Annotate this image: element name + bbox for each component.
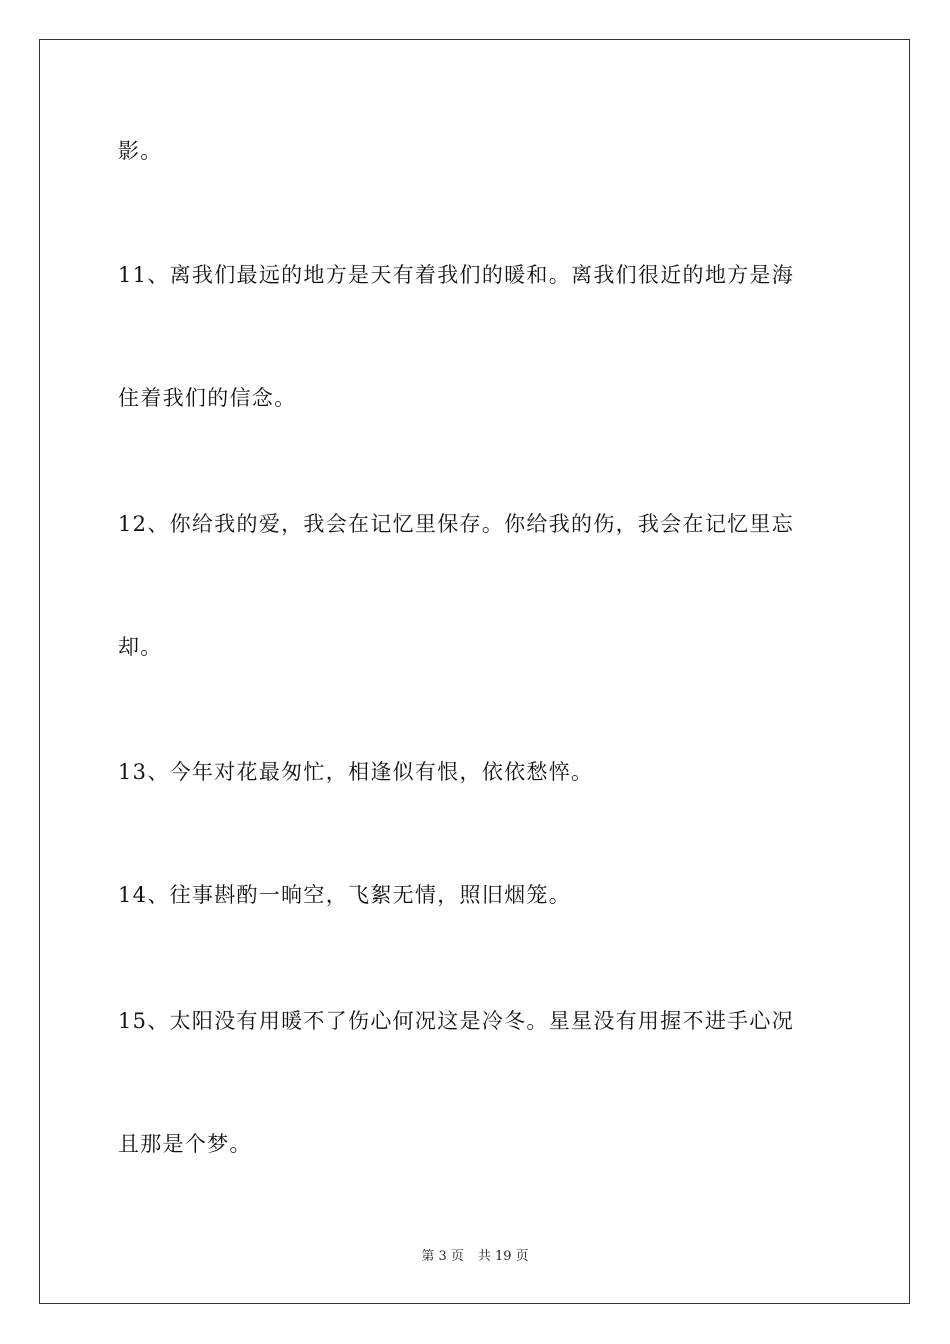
page-footer xyxy=(0,1248,950,1266)
text-line: 却。 xyxy=(118,635,163,659)
text-line: 15、太阳没有用暖不了伤心何况这是冷冬。星星没有用握不进手心况 xyxy=(118,1009,795,1033)
text-line: 13、今年对花最匆忙，相逢似有恨，依依愁悴。 xyxy=(118,760,594,784)
total-pages: 共 19 页 xyxy=(477,1249,529,1264)
text-line: 影。 xyxy=(118,139,163,163)
page-number: 第 3 页 xyxy=(421,1249,464,1264)
page-border xyxy=(39,39,910,1304)
text-line: 11、离我们最远的地方是天有着我们的暖和。离我们很近的地方是海 xyxy=(118,263,795,287)
text-line: 且那是个梦。 xyxy=(118,1132,252,1156)
text-line: 12、你给我的爱，我会在记忆里保存。你给我的伤，我会在记忆里忘 xyxy=(118,512,795,536)
text-line: 住着我们的信念。 xyxy=(118,386,297,410)
text-line: 14、往事斟酌一晌空，飞絮无情，照旧烟笼。 xyxy=(118,883,572,907)
